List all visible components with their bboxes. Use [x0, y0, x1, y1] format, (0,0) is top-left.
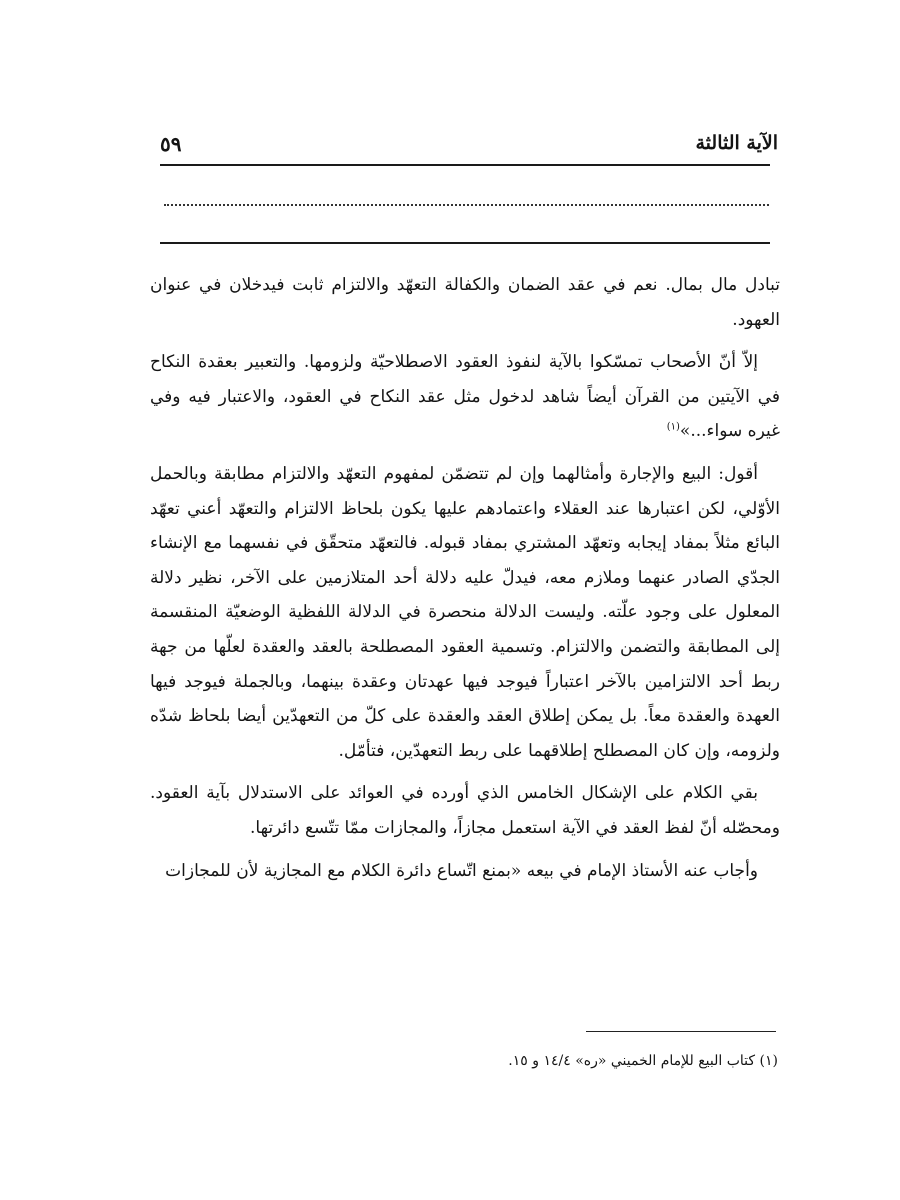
paragraph-1-text: تبادل مال بمال. نعم في عقد الضمان والكفالة التعهّد والالتزام ثابت فيدخلان في عنوان العهود. — [150, 275, 780, 330]
footnote-separator — [586, 1031, 776, 1032]
paragraph-continuation — [150, 268, 780, 337]
paragraph-response — [150, 854, 780, 889]
body-text — [150, 268, 780, 888]
paragraph-5-text: وأجاب عنه الأستاذ الإمام في بيعه «بمنع اتّساع دائرة الكلام مع المجازية لأن للمجازات — [165, 860, 758, 881]
paragraph-remaining-objection — [150, 776, 780, 845]
header-rule-bottom — [160, 242, 770, 244]
page-header-title: الآية الثالثة — [695, 132, 778, 154]
footnote-marker: (١) — [666, 421, 680, 433]
header-dotted-rule — [164, 204, 769, 206]
page-number: ٥٩ — [160, 132, 182, 156]
paragraph-4-text: بقي الكلام على الإشكال الخامس الذي أورده في العوائد على الاستدلال بآية العقود. ومحصّله أنّ لفظ العقد في الآية استعمل مجازاً، والمجازات ممّا تتّسع دائرتها. — [150, 783, 780, 838]
footnote: (١) كتاب البيع للإمام الخميني «ره» ١٤/٤ و ١٥. — [508, 1053, 778, 1069]
paragraph-3-text: أقول: البيع والإجارة وأمثالهما وإن لم تتضمّن لمفهوم التعهّد والالتزام مطابقة وبالحمل الأوّلي، لكن اعتبارها عند العقلاء واعتمادهم عليها يكون بلحاظ الالتزام والتعهّد أعني تعهّد البائع مثلاً بمفاد إيجابه وتعهّد المشتري بمفاد قبوله. فالتعهّد متحقّق في نفسهما مع الإنشاء الجدّي الصادر عنهما وملازم معه، فيدلّ عليه دلالة أحد المتلازمين على الآخر، نظير دلالة المعلول على وجود علّته. وليست الدلالة منحصرة في الدلالة اللفظية الوضعيّة المنقسمة إلى المطابقة والتضمن والالتزام. وتسمية العقود المصطلحة بالعقد والعقدة لعلّها من جهة ربط أحد الالتزامين بالآخر اعتباراً فيوجد فيها عهدتان وعقدة بينهما، وبالجملة فيوجد فيها العهدة والعقدة معاً. بل يمكن إطلاق العقد والعقدة على كلّ من التعهدّين أيضا بلحاظ شدّه ولزومه، وإن كان المصطلح إطلاقهما على ربط التعهدّين، فتأمّل. — [150, 463, 780, 761]
paragraph-argument — [150, 457, 780, 768]
paragraph-2-text: إلاّ أنّ الأصحاب تمسّكوا بالآية لنفوذ العقود الاصطلاحيّة ولزومها. والتعبير بعقدة النكاح في الآيتين من القرآن أيضاً شاهد لدخول مثل عقد النكاح في العقود، والاعتبار فيه وفي غيره سواء...» — [150, 352, 780, 442]
paragraph-quote — [150, 345, 780, 449]
header-rule-top — [160, 164, 770, 166]
